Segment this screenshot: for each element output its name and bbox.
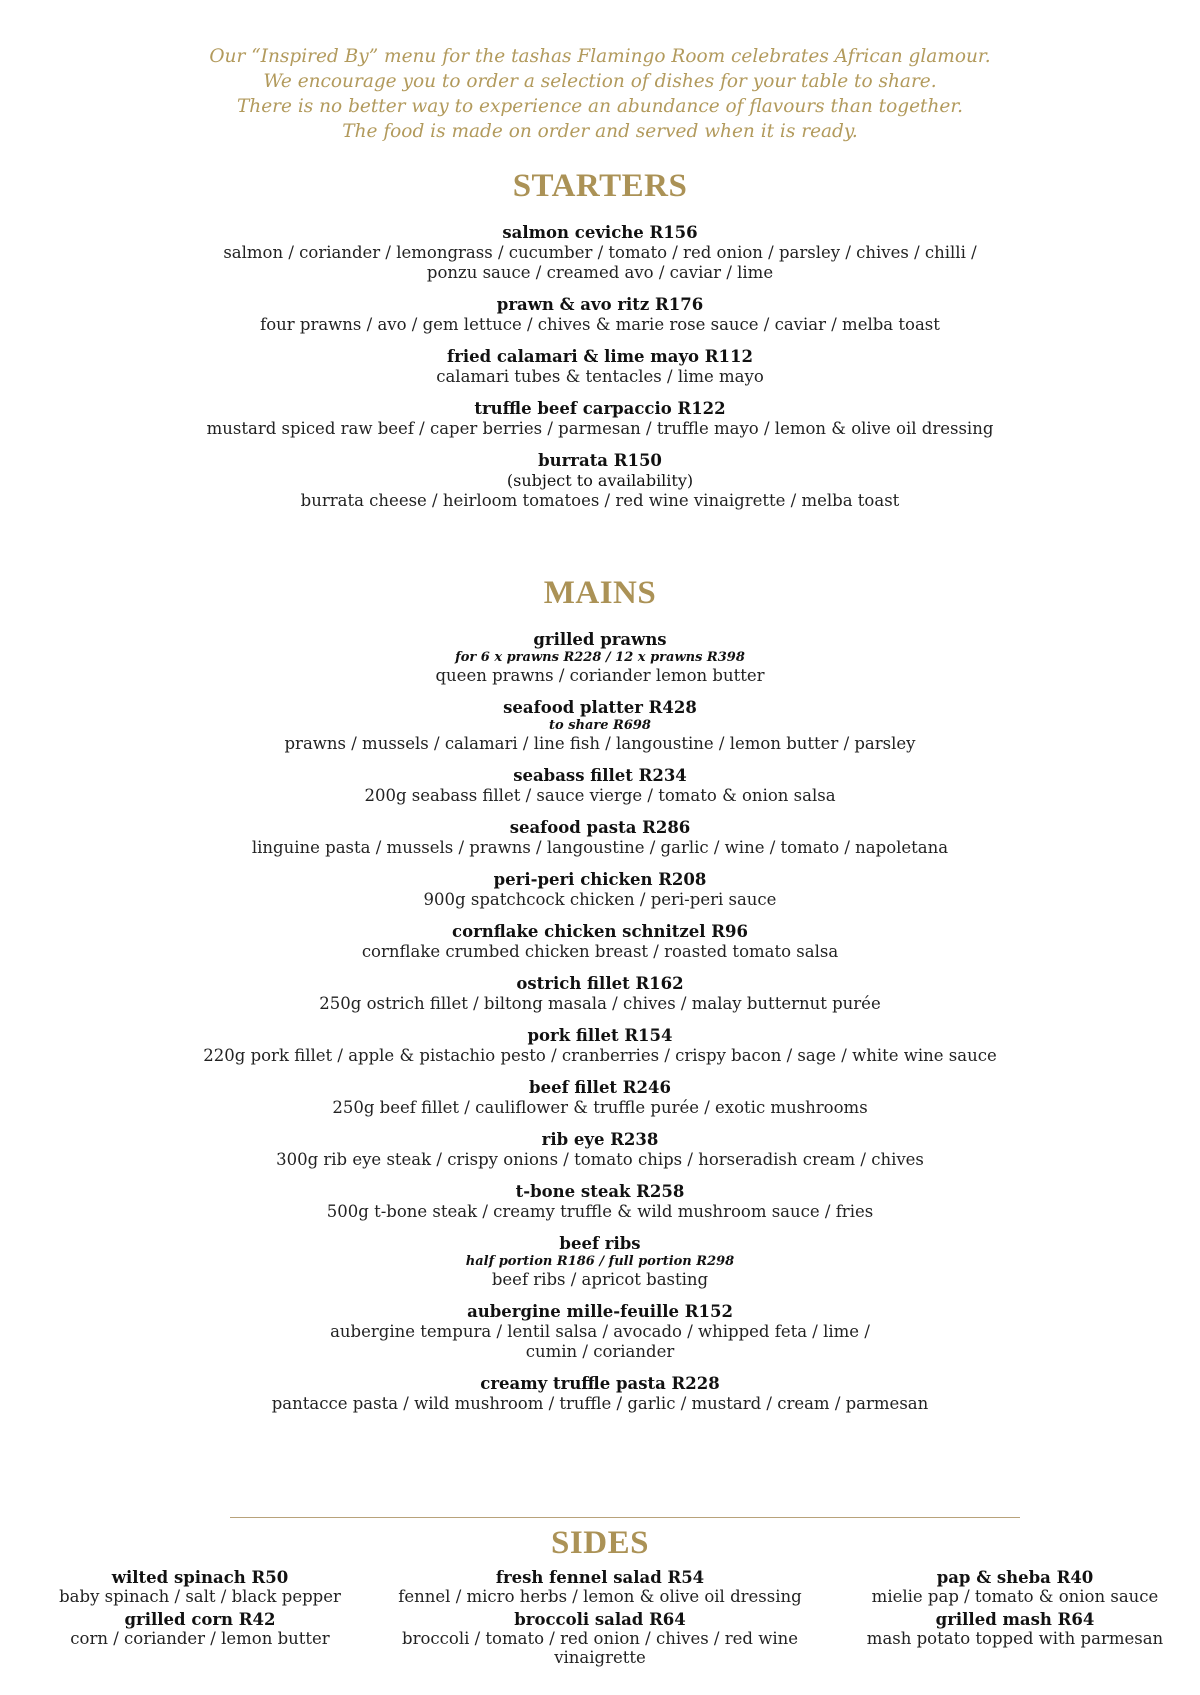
dish-description: queen prawns / coriander lemon butter bbox=[435, 666, 765, 685]
dish-description: fennel / micro herbs / lemon & olive oil dressing bbox=[398, 1587, 802, 1606]
menu-item bbox=[0, 295, 1200, 335]
menu-item bbox=[0, 630, 1200, 686]
mains-list bbox=[0, 630, 1200, 1426]
dish-name: broccoli salad R64 bbox=[514, 1610, 686, 1629]
dish-description: cornflake crumbed chicken breast / roasted tomato salsa bbox=[361, 942, 839, 961]
menu-item bbox=[30, 1610, 370, 1648]
dish-description: broccoli / tomato / red onion / chives / red wine bbox=[402, 1629, 798, 1648]
intro-text bbox=[0, 44, 1200, 144]
dish-description: linguine pasta / mussels / prawns / langoustine / garlic / wine / tomato / napoletana bbox=[251, 838, 949, 857]
menu-item bbox=[0, 1078, 1200, 1118]
dish-description: 200g seabass fillet / sauce vierge / tomato & onion salsa bbox=[364, 786, 836, 805]
dish-note: (subject to availability) bbox=[506, 471, 694, 490]
menu-item bbox=[855, 1610, 1175, 1648]
dish-description: salmon / coriander / lemongrass / cucumber / tomato / red onion / parsley / chives / chilli / bbox=[223, 243, 977, 262]
dish-name: fresh fennel salad R54 bbox=[495, 1568, 705, 1587]
menu-item bbox=[0, 818, 1200, 858]
dish-description: 250g ostrich fillet / biltong masala / chives / malay butternut purée bbox=[319, 994, 881, 1013]
menu-item bbox=[30, 1568, 370, 1606]
dish-description: burrata cheese / heirloom tomatoes / red wine vinaigrette / melba toast bbox=[300, 491, 900, 510]
starters-heading: STARTERS bbox=[512, 168, 688, 204]
dish-price-options: half portion R186 / full portion R298 bbox=[465, 1254, 735, 1269]
dish-description: baby spinach / salt / black pepper bbox=[59, 1587, 341, 1606]
dish-name: grilled prawns bbox=[533, 630, 667, 649]
dish-description: mustard spiced raw beef / caper berries / parmesan / truffle mayo / lemon & olive oil dressing bbox=[206, 419, 994, 438]
dish-description: vinaigrette bbox=[554, 1648, 646, 1667]
intro-line: There is no better way to experience an abundance of flavours than together. bbox=[236, 96, 964, 117]
intro-line: The food is made on order and served when it is ready. bbox=[342, 121, 858, 142]
dish-name: beef ribs bbox=[559, 1234, 641, 1253]
intro-line: Our “Inspired By” menu for the tashas Flamingo Room celebrates African glamour. bbox=[209, 46, 991, 67]
dish-description: pantacce pasta / wild mushroom / truffle / garlic / mustard / cream / parmesan bbox=[271, 1394, 929, 1413]
menu-item bbox=[0, 1182, 1200, 1222]
dish-name: pork fillet R154 bbox=[527, 1026, 673, 1045]
dish-description: calamari tubes & tentacles / lime mayo bbox=[436, 367, 764, 386]
dish-description: beef ribs / apricot basting bbox=[491, 1270, 709, 1289]
dish-name: grilled mash R64 bbox=[935, 1610, 1095, 1629]
menu-item bbox=[855, 1568, 1175, 1606]
menu-item bbox=[0, 698, 1200, 754]
dish-name: peri-peri chicken R208 bbox=[493, 870, 707, 889]
sides-column-center bbox=[395, 1568, 805, 1671]
dish-name: ostrich fillet R162 bbox=[516, 974, 684, 993]
dish-description: aubergine tempura / lentil salsa / avocado / whipped feta / lime / bbox=[330, 1322, 870, 1341]
dish-name: seafood pasta R286 bbox=[509, 818, 691, 837]
starters-list bbox=[0, 223, 1200, 523]
menu-item bbox=[0, 1026, 1200, 1066]
dish-name: rib eye R238 bbox=[541, 1130, 659, 1149]
sides-column-right bbox=[855, 1568, 1175, 1652]
sides-heading: SIDES bbox=[551, 1525, 649, 1561]
menu-item bbox=[0, 766, 1200, 806]
dish-description: 900g spatchcock chicken / peri-peri sauce bbox=[423, 890, 777, 909]
dish-description: cumin / coriander bbox=[525, 1342, 675, 1361]
dish-name: truffle beef carpaccio R122 bbox=[474, 399, 726, 418]
menu-item bbox=[0, 1130, 1200, 1170]
intro-line: We encourage you to order a selection of dishes for your table to share. bbox=[263, 71, 937, 92]
dish-name: grilled corn R42 bbox=[124, 1610, 276, 1629]
dish-name: prawn & avo ritz R176 bbox=[496, 295, 704, 314]
dish-name: pap & sheba R40 bbox=[936, 1568, 1094, 1587]
dish-description: four prawns / avo / gem lettuce / chives & marie rose sauce / caviar / melba toast bbox=[260, 315, 940, 334]
section-divider bbox=[230, 1517, 1020, 1518]
sides-column-left bbox=[30, 1568, 370, 1652]
menu-item bbox=[0, 223, 1200, 283]
dish-description: mielie pap / tomato & onion sauce bbox=[871, 1587, 1159, 1606]
dish-description: ponzu sauce / creamed avo / caviar / lime bbox=[426, 263, 774, 282]
dish-price-options: for 6 x prawns R228 / 12 x prawns R398 bbox=[455, 650, 745, 665]
menu-item bbox=[395, 1610, 805, 1667]
dish-name: creamy truffle pasta R228 bbox=[480, 1374, 720, 1393]
dish-name: beef fillet R246 bbox=[529, 1078, 671, 1097]
menu-item bbox=[0, 451, 1200, 511]
dish-description: 250g beef fillet / cauliflower & truffle purée / exotic mushrooms bbox=[332, 1098, 868, 1117]
menu-item bbox=[0, 870, 1200, 910]
mains-heading: MAINS bbox=[543, 575, 657, 611]
dish-name: aubergine mille-feuille R152 bbox=[467, 1302, 733, 1321]
dish-name: wilted spinach R50 bbox=[111, 1568, 289, 1587]
dish-name: cornflake chicken schnitzel R96 bbox=[452, 922, 748, 941]
dish-description: prawns / mussels / calamari / line fish / langoustine / lemon butter / parsley bbox=[284, 734, 916, 753]
dish-name: salmon ceviche R156 bbox=[502, 223, 698, 242]
dish-name: burrata R150 bbox=[538, 451, 662, 470]
menu-item bbox=[0, 399, 1200, 439]
menu-item bbox=[0, 347, 1200, 387]
dish-name: seabass fillet R234 bbox=[513, 766, 687, 785]
menu-item bbox=[0, 974, 1200, 1014]
menu-item bbox=[0, 1374, 1200, 1414]
menu-item bbox=[0, 1302, 1200, 1362]
dish-description: corn / coriander / lemon butter bbox=[70, 1629, 330, 1648]
dish-description: mash potato topped with parmesan bbox=[866, 1629, 1164, 1648]
menu-item bbox=[395, 1568, 805, 1606]
menu-item bbox=[0, 1234, 1200, 1290]
dish-name: seafood platter R428 bbox=[503, 698, 697, 717]
dish-description: 220g pork fillet / apple & pistachio pesto / cranberries / crispy bacon / sage / white wine sauce bbox=[203, 1046, 997, 1065]
dish-description: 500g t-bone steak / creamy truffle & wild mushroom sauce / fries bbox=[326, 1202, 874, 1221]
dish-name: t-bone steak R258 bbox=[515, 1182, 685, 1201]
menu-item bbox=[0, 922, 1200, 962]
dish-name: fried calamari & lime mayo R112 bbox=[447, 347, 753, 366]
dish-description: 300g rib eye steak / crispy onions / tomato chips / horseradish cream / chives bbox=[276, 1150, 924, 1169]
dish-price-options: to share R698 bbox=[549, 718, 651, 733]
